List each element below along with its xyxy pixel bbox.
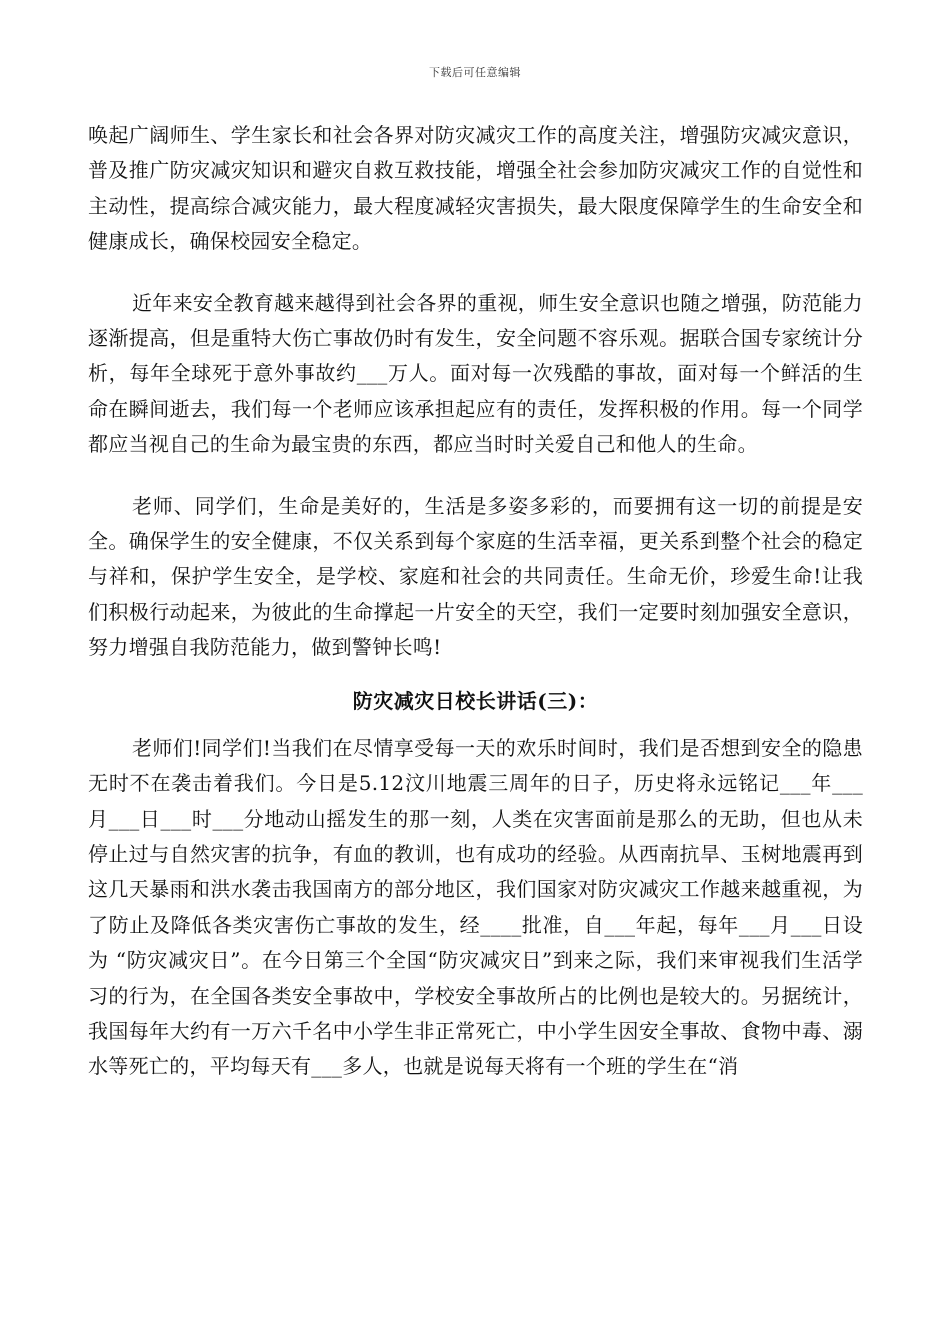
header-note: 下载后可任意编辑	[429, 66, 521, 79]
paragraph-3: 老师、同学们，生命是美好的，生活是多姿多彩的，而要拥有这一切的前提是安全。确保学生的安全健康，不仅关系到每个家庭的生活幸福，更关系到整个社会的稳定与祥和，保护学生安全，是学校、家庭和社会的共同责任。生命无价，珍爱生命!让我们积极行动起来，为彼此的生命撑起一片安全的天空，我们一定要时刻加强安全意识，努力增强自我防范能力，做到警钟长鸣!	[88, 493, 863, 660]
paragraph-4: 老师们!同学们!当我们在尽情享受每一天的欢乐时间时，我们是否想到安全的隐患无时不在袭击着我们。今日是5.12汶川地震三周年的日子，历史将永远铭记___年___月___日___时___分地动山摇发生的那一刻，人类在灾害面前是那么的无助，但也从未停止过与自然灾害的抗争，有血的教训，也有成功的经验。从西南抗旱、玉树地震再到这几天暴雨和洪水袭击我国南方的部分地区，我们国家对防灾减灾工作越来越重视，为了防止及降低各类灾害伤亡事故的发生，经____批准，自___年起，每年___月___日设为 “防灾减灾日”。在今日第三个全国“防灾减灾日”到来之际，我们来审视我们生活学习的行为，在全国各类安全事故中，学校安全事故所占的比例也是较大的。另据统计，我国每年大约有一万六千名中小学生非正常死亡，中小学生因安全事故、食物中毒、溺水等死亡的，平均每天有___多人，也就是说每天将有一个班的学生在“消	[88, 735, 863, 1079]
paragraph-gap	[88, 463, 863, 489]
paragraph-2: 近年来安全教育越来越得到社会各界的重视，师生安全意识也随之增强，防范能力逐渐提高，但是重特大伤亡事故仍时有发生，安全问题不容乐观。据联合国专家统计分析，每年全球死于意外事故约___万人。面对每一次残酷的事故，面对每一个鲜活的生命在瞬间逝去，我们每一个老师应该承担起应有的责任，发挥积极的作用。每一个同学都应当视自己的生命为最宝贵的东西，都应当时时关爱自己和他人的生命。	[88, 290, 863, 457]
paragraph-gap	[88, 260, 863, 286]
document-body	[88, 118, 863, 1085]
paragraph-gap	[88, 719, 863, 731]
paragraph-1: 唤起广阔师生、学生家长和社会各界对防灾减灾工作的高度关注，增强防灾减灾意识，普及推广防灾减灾知识和避灾自救互救技能，增强全社会参加防灾减灾工作的自觉性和主动性，提高综合减灾能力，最大程度减轻灾害损失，最大限度保障学生的生命安全和健康成长，确保校园安全稳定。	[88, 123, 863, 254]
section-heading: 防灾减灾日校长讲话(三)：	[352, 688, 599, 713]
paragraph-gap	[88, 666, 863, 684]
